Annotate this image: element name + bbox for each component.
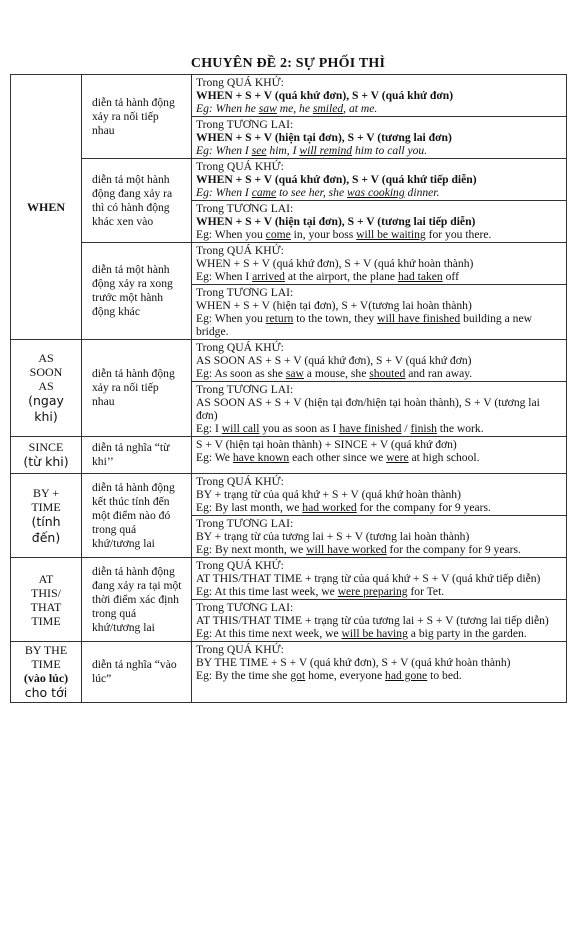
example-text: him to call you. — [352, 144, 428, 157]
underlined-verb: will have worked — [306, 543, 387, 556]
tense-formula: WHEN + S + V (quá khứ đơn), S + V (quá khứ đơn) — [196, 89, 454, 102]
tense-heading: Trong TƯƠNG LAI: — [196, 286, 294, 299]
tense-heading: Trong TƯƠNG LAI: — [196, 118, 294, 131]
rule-cell — [192, 117, 567, 159]
example-text: Eg: As soon as she — [196, 367, 286, 380]
tense-heading: Trong TƯƠNG LAI: — [196, 517, 294, 530]
table-row — [11, 474, 567, 516]
example-text: building a new bridge. — [196, 312, 532, 338]
conjunction-line: AT — [38, 571, 54, 586]
underlined-verb: had taken — [397, 270, 443, 283]
tense-formula: AS SOON AS + S + V (hiện tại đơn/hiện tại hoàn thành), S + V (tương lai đơn) — [196, 396, 540, 422]
rule-cell — [192, 340, 567, 382]
example-text: Eg: When I — [196, 186, 252, 199]
example-text: for Tet. — [407, 585, 445, 598]
sequence-of-tenses-table — [10, 74, 567, 703]
example-text: each other since we — [289, 451, 387, 464]
conjunction-line: đến) — [31, 529, 61, 545]
example-sentence — [196, 501, 562, 514]
conjunction-line: cho tới — [24, 685, 68, 700]
conjunction-label — [15, 440, 77, 470]
underlined-verb: have finished — [339, 422, 402, 435]
example-text: the work. — [436, 422, 484, 435]
example-sentence — [196, 228, 562, 241]
example-text: in, your boss — [290, 228, 357, 241]
example-sentence — [196, 669, 562, 682]
example-sentence — [196, 422, 562, 435]
table-row — [11, 437, 567, 474]
conjunction-line: (vào lúc) — [23, 671, 69, 685]
example-text: for you there. — [425, 228, 492, 241]
example-text: Eg: I — [196, 422, 222, 435]
underlined-verb: had worked — [302, 501, 357, 514]
underlined-verb: see — [251, 144, 267, 157]
tense-formula: WHEN + S + V (hiện tại đơn), S + V(tương lai hoàn thành) — [196, 299, 472, 312]
conjunction-line: WHEN — [26, 200, 65, 214]
rule-cell — [192, 600, 567, 642]
tense-heading: Trong QUÁ KHỨ: — [196, 341, 284, 354]
underlined-verb: saw — [258, 102, 277, 115]
underlined-verb: got — [290, 669, 306, 682]
underlined-verb: was cooking — [347, 186, 405, 199]
example-text: Eg: At this time next week, we — [196, 627, 342, 640]
example-text: / — [401, 422, 411, 435]
usage-cell: diễn tả hành động kết thúc tính đến một điểm nào đó trong quá khứ/tương lai — [82, 474, 192, 558]
example-text: at high school. — [408, 451, 480, 464]
rule-cell — [192, 75, 567, 117]
usage-cell: diễn tả nghĩa “vào lúc” — [82, 642, 192, 703]
tense-formula: BY THE TIME + S + V (quá khứ đơn), S + V (quá khứ hoàn thành) — [196, 656, 511, 669]
example-sentence — [196, 627, 562, 640]
tense-heading: Trong QUÁ KHỨ: — [196, 244, 284, 257]
rule-cell — [192, 285, 567, 340]
usage-cell: diễn tả hành động xảy ra nối tiếp nhau — [82, 340, 192, 437]
underlined-verb: will call — [221, 422, 260, 435]
tense-heading: Trong QUÁ KHỨ: — [196, 475, 284, 488]
example-text: to the town, they — [293, 312, 378, 325]
conjunction-line: AS — [38, 379, 54, 393]
usage-cell: diễn tả hành động đang xảy ra tại một thời điểm xác định trong quá khứ/tương lai — [82, 558, 192, 642]
conjunction-cell — [11, 437, 82, 474]
conjunction-cell — [11, 474, 82, 558]
example-text: Eg: When I — [196, 270, 253, 283]
rule-cell — [192, 159, 567, 201]
tense-formula: WHEN + S + V (hiện tại đơn), S + V (tương lai đơn) — [196, 131, 452, 144]
example-text: Eg: When I — [196, 144, 252, 157]
example-text: you as soon as I — [259, 422, 340, 435]
rule-cell — [192, 201, 567, 243]
conjunction-line: TIME — [31, 499, 61, 514]
underlined-verb: arrived — [252, 270, 285, 283]
underlined-verb: will have finished — [377, 312, 461, 325]
tense-formula: AT THIS/THAT TIME + trạng từ của quá khứ + S + V (quá khứ tiếp diễn) — [196, 572, 541, 585]
tense-heading: Trong QUÁ KHỨ: — [196, 76, 284, 89]
example-text: him, I — [266, 144, 300, 157]
example-sentence — [196, 451, 562, 464]
underlined-verb: have known — [232, 451, 290, 464]
conjunction-line: SINCE — [28, 440, 64, 454]
conjunction-label — [15, 200, 77, 214]
example-text: for the company for 9 years. — [356, 501, 491, 514]
example-sentence — [196, 144, 562, 157]
rule-cell — [192, 642, 567, 703]
conjunction-label — [15, 643, 77, 701]
conjunction-cell — [11, 558, 82, 642]
example-text: a mouse, she — [303, 367, 370, 380]
conjunction-line: khi) — [34, 409, 58, 424]
example-text: dinner. — [404, 186, 440, 199]
example-text: Eg: By last month, we — [196, 501, 303, 514]
example-sentence — [196, 102, 562, 115]
table-row — [11, 340, 567, 382]
underlined-verb: came — [251, 186, 277, 199]
tense-formula: WHEN + S + V (quá khứ đơn), S + V (quá khứ hoàn thành) — [196, 257, 474, 270]
conjunction-line: TIME — [31, 613, 61, 628]
underlined-verb: were — [386, 451, 409, 464]
example-text: Eg: At this time last week, we — [196, 585, 338, 598]
tense-heading: Trong QUÁ KHỨ: — [196, 643, 284, 656]
conjunction-line: (ngay — [28, 393, 64, 408]
underlined-verb: shouted — [369, 367, 406, 380]
conjunction-cell — [11, 642, 82, 703]
example-text: and ran away. — [405, 367, 473, 380]
conjunction-label — [15, 351, 77, 425]
tense-formula: AS SOON AS + S + V (quá khứ đơn), S + V (quá khứ đơn) — [196, 354, 472, 367]
tense-formula: WHEN + S + V (quá khứ đơn), S + V (quá khứ tiếp diễn) — [196, 173, 477, 186]
conjunction-label — [15, 486, 77, 546]
rule-cell — [192, 382, 567, 437]
table-row — [11, 642, 567, 703]
underlined-verb: finish — [410, 422, 437, 435]
example-text: Eg: By the time she — [196, 669, 291, 682]
example-text: a big party in the garden. — [407, 627, 527, 640]
tense-heading: Trong QUÁ KHỨ: — [196, 160, 284, 173]
example-text: at the airport, the plane — [284, 270, 398, 283]
conjunction-line: SOON — [29, 365, 63, 379]
rule-cell — [192, 437, 567, 474]
conjunction-line: TIME — [31, 657, 61, 671]
conjunction-line: THIS/ — [31, 585, 61, 600]
tense-formula: S + V (hiện tại hoàn thành) + SINCE + V (quá khứ đơn) — [196, 438, 457, 451]
underlined-verb: will remind — [299, 144, 353, 157]
example-text: Eg: When you — [196, 228, 266, 241]
example-sentence — [196, 543, 562, 556]
example-sentence — [196, 186, 562, 199]
conjunction-line: (từ khi) — [23, 454, 69, 469]
tense-formula: BY + trạng từ của tương lai + S + V (tương lai hoàn thành) — [196, 530, 470, 543]
conjunction-cell — [11, 340, 82, 437]
rule-cell — [192, 243, 567, 285]
tense-formula: BY + trạng từ của quá khứ + S + V (quá khứ hoàn thành) — [196, 488, 461, 501]
example-text: , at me. — [343, 102, 378, 115]
usage-cell: diễn tả nghĩa “từ khi’’ — [82, 437, 192, 474]
example-text: Eg: When he — [196, 102, 259, 115]
table-row — [11, 75, 567, 117]
underlined-verb: were preparing — [337, 585, 408, 598]
tense-heading: Trong TƯƠNG LAI: — [196, 202, 294, 215]
usage-cell: diễn tả một hành động xảy ra xong trước một hành động khác — [82, 243, 192, 340]
table-row — [11, 558, 567, 600]
example-sentence — [196, 367, 562, 380]
table-row — [11, 243, 567, 285]
underlined-verb: smiled — [312, 102, 344, 115]
example-text: home, everyone — [305, 669, 386, 682]
table-row — [11, 159, 567, 201]
example-text: Eg: We — [196, 451, 233, 464]
example-text: to see her, she — [276, 186, 348, 199]
usage-cell: diễn tả một hành động đang xảy ra thì có hành động khác xen vào — [82, 159, 192, 243]
underlined-verb: had gone — [385, 669, 428, 682]
underlined-verb: saw — [285, 367, 304, 380]
rule-cell — [192, 558, 567, 600]
conjunction-line: BY + — [33, 485, 59, 500]
example-sentence — [196, 585, 562, 598]
example-text: Eg: When you — [196, 312, 266, 325]
underlined-verb: will be having — [341, 627, 408, 640]
underlined-verb: return — [265, 312, 294, 325]
tense-formula: AT THIS/THAT TIME + trạng từ của tương lai + S + V (tương lai tiếp diễn) — [196, 614, 549, 627]
example-text: for the company for 9 years. — [386, 543, 521, 556]
rule-cell — [192, 474, 567, 516]
table-body — [11, 75, 567, 703]
example-sentence — [196, 312, 562, 338]
rule-cell — [192, 516, 567, 558]
tense-heading: Trong QUÁ KHỨ: — [196, 559, 284, 572]
example-text: to bed. — [427, 669, 462, 682]
conjunction-label — [15, 572, 77, 628]
conjunction-line: THAT — [30, 599, 62, 614]
example-text: off — [442, 270, 459, 283]
page-title: CHUYÊN ĐỀ 2: SỰ PHỐI THÌ — [190, 56, 386, 71]
tense-heading: Trong TƯƠNG LAI: — [196, 601, 294, 614]
conjunction-cell — [11, 75, 82, 340]
tense-heading: Trong TƯƠNG LAI: — [196, 383, 294, 396]
underlined-verb: come — [265, 228, 291, 241]
conjunction-line: BY THE — [24, 643, 68, 657]
underlined-verb: will be waiting — [356, 228, 426, 241]
conjunction-line: (tính — [31, 513, 61, 529]
example-sentence — [196, 270, 562, 283]
conjunction-line: AS — [38, 351, 54, 365]
usage-cell: diễn tả hành động xảy ra nối tiếp nhau — [82, 75, 192, 159]
example-text: me, he — [276, 102, 313, 115]
tense-formula: WHEN + S + V (hiện tại đơn), S + V (tương lai tiếp diễn) — [196, 215, 476, 228]
example-text: Eg: By next month, we — [196, 543, 307, 556]
